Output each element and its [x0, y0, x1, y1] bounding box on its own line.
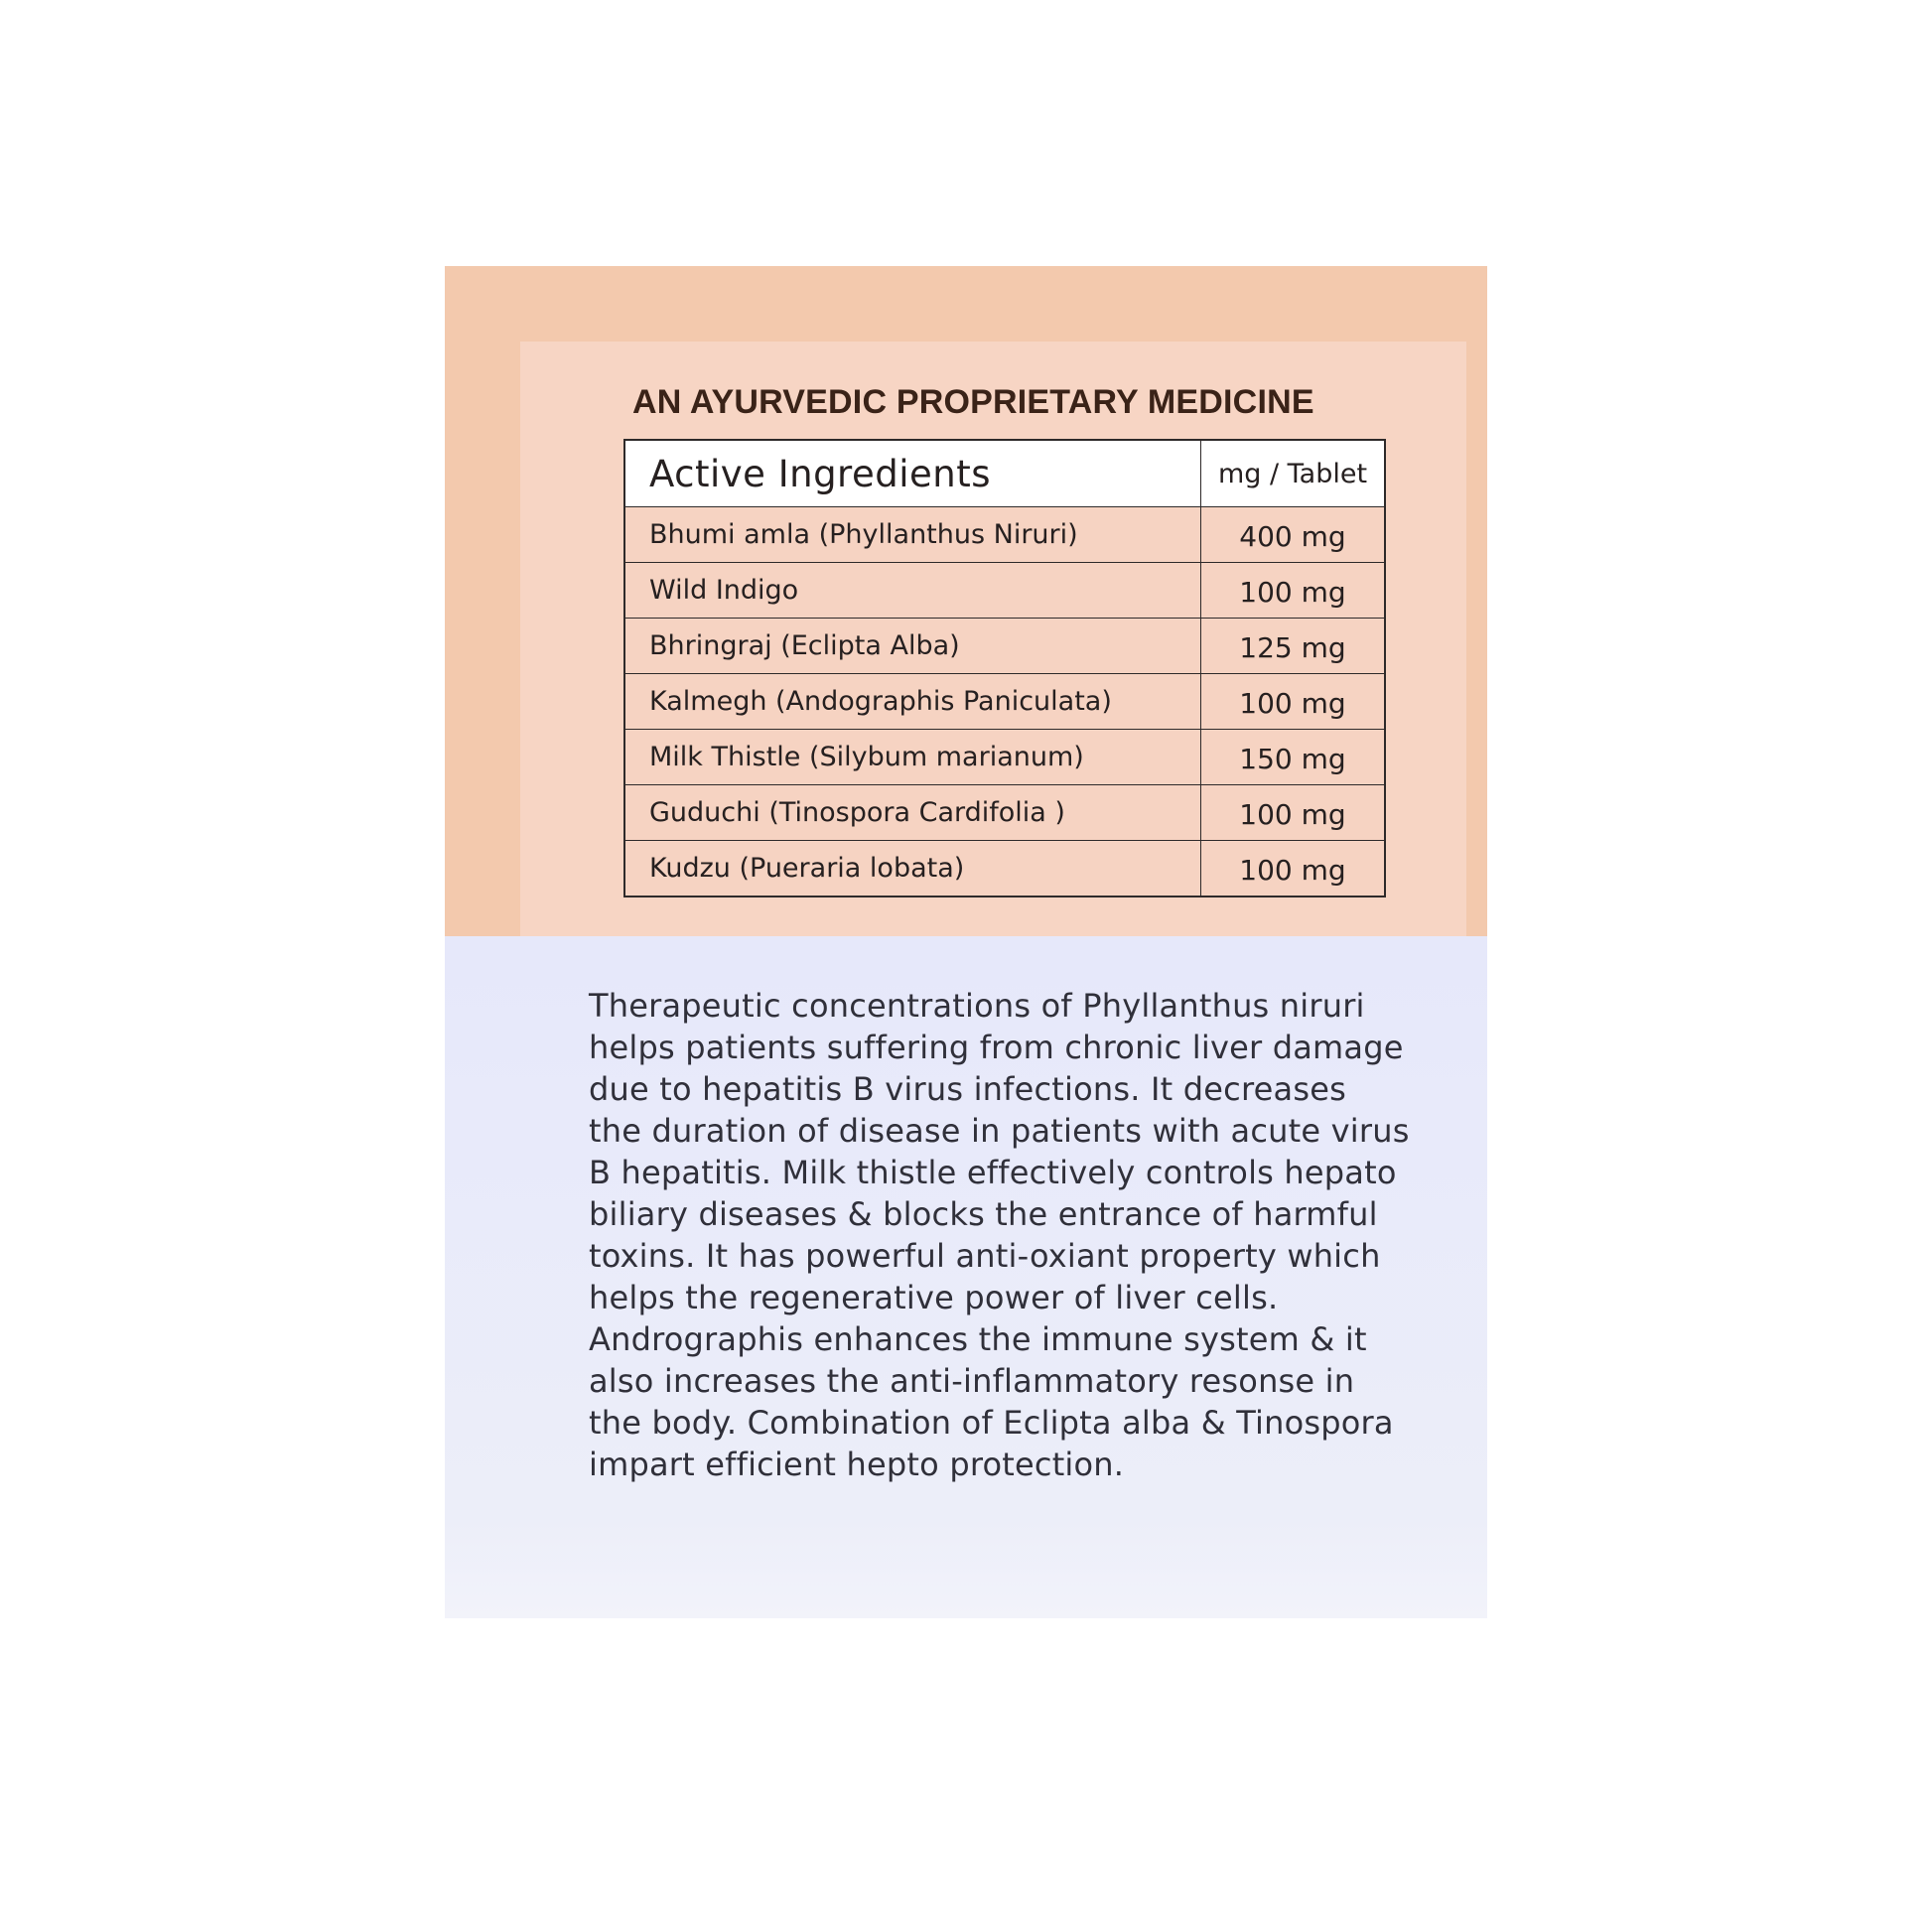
reflection-fade: [445, 1618, 1487, 1932]
description-line: Therapeutic concentrations of Phyllanthus niruri: [589, 987, 1365, 1025]
ingredient-dose: 150 mg: [1201, 730, 1386, 785]
ingredient-dose: 100 mg: [1201, 674, 1386, 730]
surface-reflection: [445, 1618, 1487, 1932]
description-text: [589, 985, 1410, 1485]
description-line: also increases the anti-inflammatory resonse in: [589, 1362, 1355, 1400]
ingredients-table: [623, 439, 1386, 897]
table-row: [624, 563, 1385, 619]
ingredient-name: Bhringraj (Eclipta Alba): [624, 619, 1201, 674]
table-row: [624, 674, 1385, 730]
ingredient-name: Kudzu (Pueraria lobata): [624, 841, 1201, 897]
description-line: helps the regenerative power of liver cells.: [589, 1279, 1279, 1316]
description-line: biliary diseases & blocks the entrance of harmful: [589, 1195, 1378, 1233]
medicine-heading: AN AYURVEDIC PROPRIETARY MEDICINE: [632, 383, 1314, 421]
ingredient-name: Milk Thistle (Silybum marianum): [624, 730, 1201, 785]
ingredient-dose: 100 mg: [1201, 563, 1386, 619]
table-row: [624, 619, 1385, 674]
header-active-ingredients: Active Ingredients: [624, 440, 1201, 507]
description-line: toxins. It has powerful anti-oxiant property which: [589, 1237, 1381, 1275]
medicine-box-back: [445, 266, 1487, 1618]
description-line: the body. Combination of Eclipta alba & Tinospora: [589, 1404, 1394, 1442]
description-line: helps patients suffering from chronic liver damage: [589, 1029, 1404, 1066]
table-row: [624, 841, 1385, 897]
description-line: impart efficient hepto protection.: [589, 1446, 1125, 1483]
ingredient-dose: 100 mg: [1201, 785, 1386, 841]
ingredient-name: Wild Indigo: [624, 563, 1201, 619]
table-row: [624, 507, 1385, 563]
table-row: [624, 730, 1385, 785]
ingredient-dose: 100 mg: [1201, 841, 1386, 897]
description-line: B hepatitis. Milk thistle effectively controls hepato: [589, 1154, 1397, 1191]
ingredient-dose: 400 mg: [1201, 507, 1386, 563]
table-row: [624, 785, 1385, 841]
ingredient-name: Bhumi amla (Phyllanthus Niruri): [624, 507, 1201, 563]
ingredient-name: Kalmegh (Andographis Paniculata): [624, 674, 1201, 730]
description-line: Andrographis enhances the immune system & it: [589, 1320, 1367, 1358]
header-mg-per-tablet: mg / Tablet: [1201, 440, 1386, 507]
table-header-row: [624, 440, 1385, 507]
ingredient-dose: 125 mg: [1201, 619, 1386, 674]
ingredient-name: Guduchi (Tinospora Cardifolia ): [624, 785, 1201, 841]
description-line: due to hepatitis B virus infections. It decreases: [589, 1070, 1346, 1108]
description-line: the duration of disease in patients with acute virus: [589, 1112, 1410, 1150]
